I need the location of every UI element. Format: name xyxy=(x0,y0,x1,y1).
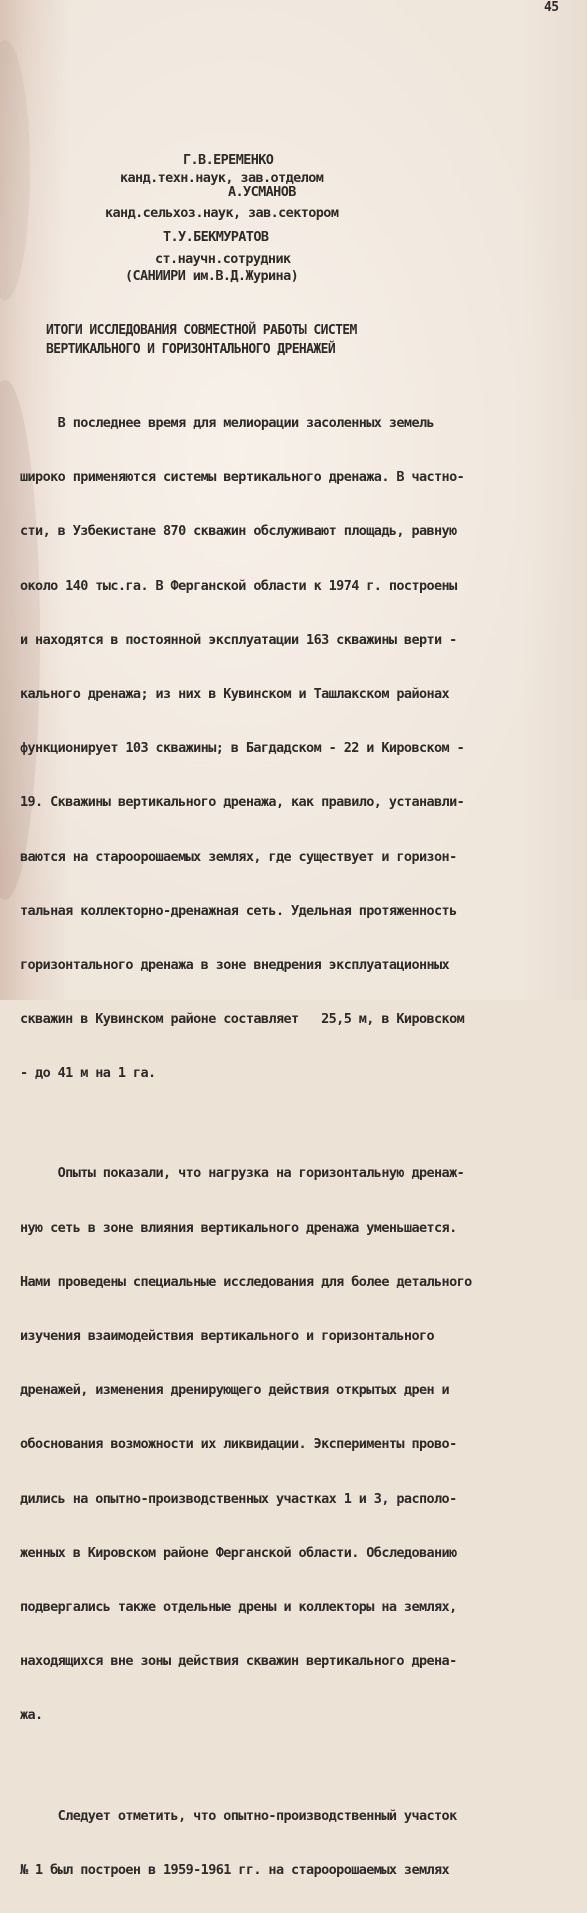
body-line: В последнее время для мелиорации засоленных земель xyxy=(20,415,435,431)
body-line: около 140 тыс.га. В Ферганской области к 1974 г. построены xyxy=(20,577,457,594)
body-line: 19. Скважины вертикального дренажа, как правило, устанавли- xyxy=(20,794,465,811)
body-line: - до 41 м на 1 га. xyxy=(20,1065,156,1082)
body-line: кального дренажа; из них в Кувинском и Ташлакском районах xyxy=(20,685,450,702)
author-3-role: ст.научн.сотрудник xyxy=(155,251,291,267)
body-line: скважин в Кувинском районе составляет 25,5 м, в Кировском xyxy=(20,1011,465,1028)
article-body xyxy=(20,380,580,1913)
article-title-line-2: ВЕРТИКАЛЬНОГО И ГОРИЗОНТАЛЬНОГО ДРЕНАЖЕЙ xyxy=(46,342,336,357)
body-line: подвергались также отдельные дрены и коллекторы на землях, xyxy=(20,1598,457,1615)
body-line: горизонтального дренажа в зоне внедрения эксплуатационных xyxy=(20,956,450,973)
body-line: дились на опытно-производственных участках 1 и 3, располо- xyxy=(20,1490,457,1507)
author-2-name: А.УСМАНОВ xyxy=(228,184,296,200)
body-line: дренажей, изменения дренирующего действия открытых дрен и xyxy=(20,1382,450,1399)
paragraph-gap xyxy=(20,1116,580,1130)
page-number: 45 xyxy=(544,0,559,15)
body-line: обоснования возможности их ликвидации. Эксперименты прово- xyxy=(20,1436,457,1453)
body-line: широко применяются системы вертикального дренажа. В частно- xyxy=(20,469,465,486)
body-line: сти, в Узбекистане 870 скважин обслуживают площадь, равную xyxy=(20,523,457,540)
institution: (САНИИРИ им.В.Д.Журина) xyxy=(125,268,299,284)
author-2-role: канд.сельхоз.наук, зав.сектором xyxy=(105,205,339,221)
body-line: Опыты показали, что нагрузка на горизонтальную дренаж- xyxy=(20,1165,465,1182)
author-1-name: Г.В.ЕРЕМЕНКО xyxy=(183,152,274,168)
author-3-name: Т.У.БЕКМУРАТОВ xyxy=(163,229,269,245)
body-line: находящихся вне зоны действия скважин вертикального дрена- xyxy=(20,1653,457,1670)
body-line: тальная коллекторно-дренажная сеть. Удельная протяженность xyxy=(20,902,457,919)
author-1-role: канд.техн.наук, зав.отделом xyxy=(120,170,324,186)
body-line: женных в Кировском районе Ферганской области. Обследованию xyxy=(20,1544,457,1561)
body-line: ную сеть в зоне влияния вертикального дренажа уменьшается. xyxy=(20,1219,457,1236)
body-line: изучения взаимодействия вертикального и горизонтального xyxy=(20,1328,435,1344)
body-line: Нами проведены специальные исследования для более детального xyxy=(20,1273,472,1290)
paragraph-gap xyxy=(20,1759,580,1773)
body-line: жа. xyxy=(20,1707,43,1724)
article-title-line-1: ИТОГИ ИССЛЕДОВАНИЯ СОВМЕСТНОЙ РАБОТЫ СИСТЕМ xyxy=(46,323,357,338)
body-line: функционирует 103 скважины; в Багдадском - 22 и Кировском - xyxy=(20,740,465,757)
body-line: Следует отметить, что опытно-производственный участок xyxy=(20,1807,457,1824)
body-line: № 1 был построен в 1959-1961 гг. на староорошаемых землях xyxy=(20,1861,450,1878)
paper-stain xyxy=(0,40,30,300)
body-line: и находятся в постоянной эксплуатации 163 скважины верти - xyxy=(20,631,457,648)
body-line: ваются на староорошаемых землях, где существует и горизон- xyxy=(20,848,457,865)
